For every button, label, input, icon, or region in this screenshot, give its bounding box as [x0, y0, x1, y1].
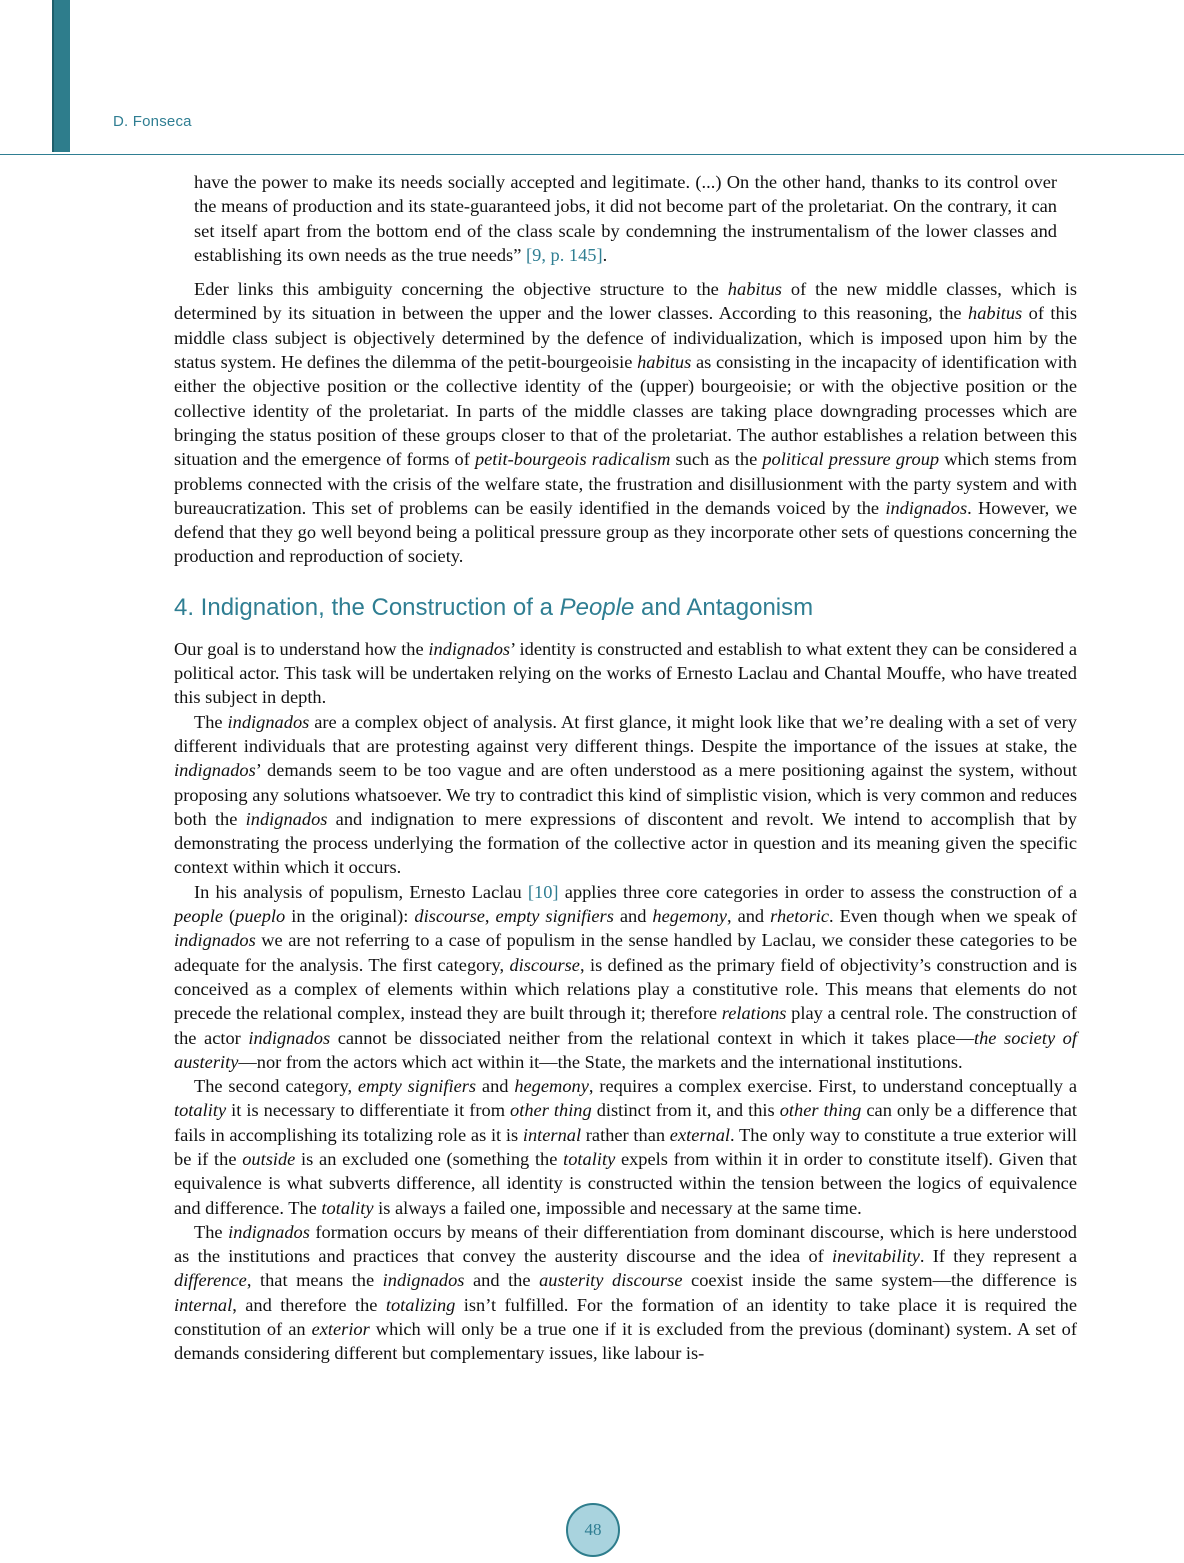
page-number: 48: [584, 1520, 602, 1539]
paragraph-laclau: In his analysis of populism, Ernesto Laclau [10] applies three core categories in order to assess the construction of a people (pueplo in the original): discourse, empty signifiers and hegemony, and rhetoric. Even though when we speak of indignados we are not referring to a case of populism in the sense handled by Laclau, we consider these categories to be adequate for the analysis. The first category, discourse, is defined as the primary field of objectivity’s construction and is conceived as a complex of elements within which relations play a constitutive role. This means that elements do not precede the relational complex, instead they are built through it; therefore relations play a central role. The construction of the actor indignados cannot be dissociated neither from the relational context in which it takes place—the society of austerity—nor from the actors which act within it—the State, the markets and the international institutions.: [174, 881, 1077, 1072]
section-heading: 4. Indignation, the Construction of a People and Antagonism: [174, 593, 814, 621]
header-accent-bar: [52, 0, 70, 152]
block-quote: have the power to make its needs socially accepted and legitimate. (...) On the other hand, thanks to its control over the means of production and its state-guaranteed jobs, it did not become part of the proletariat. On the contrary, it can set itself apart from the bottom end of the class scale by condemning the instrumentalism of the lower classes and establishing its own needs as the true needs” [9, p. 145].: [194, 172, 1057, 265]
paragraph-second-category: The second category, empty signifiers and hegemony, requires a complex exercise. First, to understand conceptually a totality it is necessary to differentiate it from other thing distinct from it, and this other thing can only be a difference that fails in accomplishing its totalizing role as it is internal rather than external. The only way to constitute a true exterior will be if the outside is an excluded one (something the totality expels from within it in order to constitute itself). Given that equivalence is what subverts difference, all identity is constructed within the tension between the logics of equivalence and difference. The totality is always a failed one, impossible and necessary at the same time.: [174, 1076, 1077, 1218]
paragraph-formation: The indignados formation occurs by means of their differentiation from dominant discourse, which is here understood as the institutions and practices that convey the austerity discourse and the idea of inevitability. If they represent a difference, that means the indignados and the austerity discourse coexist inside the same system—the difference is internal, and therefore the totalizing isn’t fulfilled. For the formation of an identity to take place it is required the constitution of an exterior which will only be a true one if it is excluded from the previous (dominant) system. A set of demands considering different but complementary issues, like labour is-: [174, 1221, 1077, 1364]
article-body: [174, 170, 1077, 1366]
header-rule: [0, 154, 1184, 155]
paragraph-eder: Eder links this ambiguity concerning the objective structure to the habitus of the new middle classes, which is determined by its situation in between the upper and the lower classes. According to this reasoning, the habitus of this middle class subject is objectively determined by the defence of individualization, which is imposed upon him by the status system. He defines the dilemma of the petit-bourgeoisie habitus as consisting in the incapacity of identification with either the objective position or the collective identity of the (upper) bourgeoisie; or with the objective position or the collective identity of the proletariat. In parts of the middle classes are taking place downgrading processes which are bringing the status position of these groups closer to that of the proletariat. The author establishes a relation between this situation and the emergence of forms of petit-bourgeois radicalism such as the political pressure group which stems from problems connected with the crisis of the welfare state, the frustration and disillusionment with the party system and with bureaucratization. This set of problems can be easily identified in the demands voiced by the indignados. However, we defend that they go well beyond being a political pressure group as they incorporate other sets of questions concerning the production and reproduction of society.: [174, 279, 1078, 567]
paragraph-goal: Our goal is to understand how the indignados’ identity is constructed and establish to what extent they can be considered a political actor. This task will be undertaken relying on the works of Ernesto Laclau and Chantal Mouffe, who have treated this subject in depth.: [174, 638, 1078, 708]
page-number-badge: [566, 1503, 620, 1557]
citation-link[interactable]: [10]: [527, 881, 559, 902]
paragraph-complex: The indignados are a complex object of analysis. At first glance, it might look like that we’re dealing with a set of very different individuals that are protesting against very different things. Despite the importance of the issues at stake, the indignados’ demands seem to be too vague and are often understood as a mere positioning against the system, without proposing any solutions whatsoever. We try to contradict this kind of simplistic vision, which is very common and reduces both the indignados and indignation to mere expressions of discontent and revolt. We intend to accomplish that by demonstrating the process underlying the formation of the collective actor in question and its meaning given the specific context within which it occurs.: [174, 711, 1077, 878]
citation-link[interactable]: [9, p. 145]: [526, 244, 603, 265]
running-head: D. Fonseca: [113, 113, 192, 130]
